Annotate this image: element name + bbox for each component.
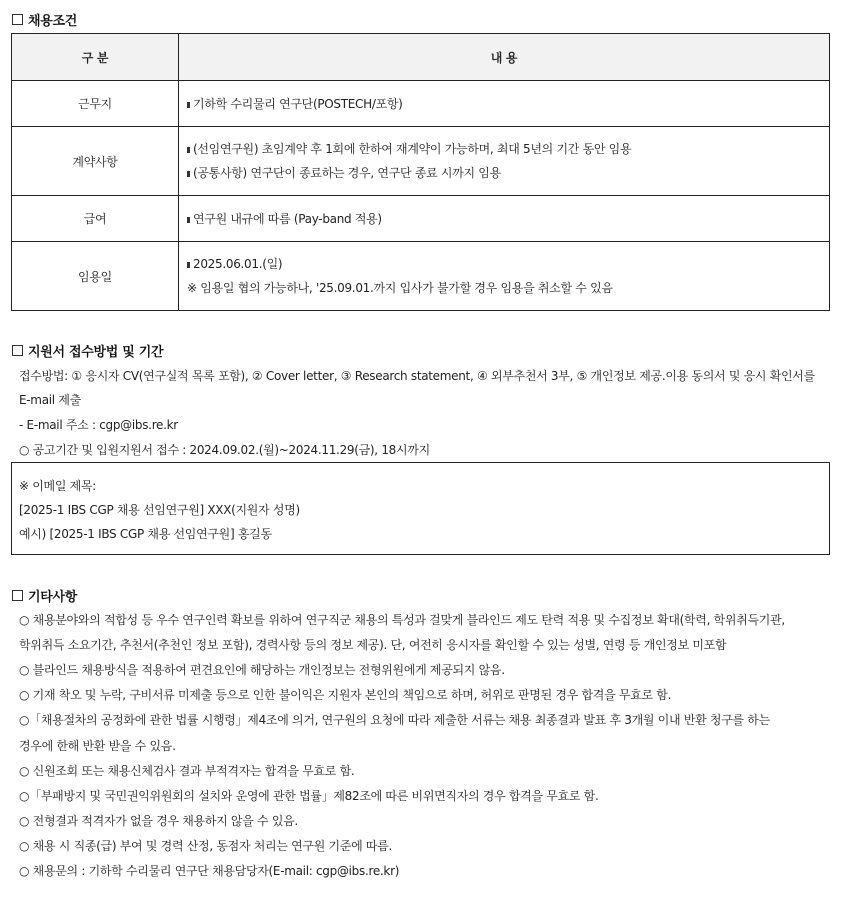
row-content bbox=[179, 127, 830, 196]
application-period: ○ 공고기간 및 입원지원서 접수 : 2024.09.02.(월)~2024.11.29(금), 18시까지 bbox=[19, 443, 430, 457]
bullet-icon bbox=[187, 102, 190, 108]
header-category: 구 분 bbox=[12, 34, 179, 81]
square-bullet-icon bbox=[12, 590, 23, 601]
content-line: (선임연구원) 초임계약 후 1회에 한하여 재계약이 가능하며, 최대 5년의 기간 동안 임용 bbox=[187, 137, 828, 161]
conditions-table bbox=[11, 33, 830, 311]
bullet-icon bbox=[187, 262, 190, 268]
row-content bbox=[179, 196, 830, 242]
row-content bbox=[179, 242, 830, 311]
application-email: - E-mail 주소 : cgp@ibs.re.kr bbox=[19, 418, 178, 432]
content-line: (공통사항) 연구단이 종료하는 경우, 연구단 종료 시까지 임용 bbox=[187, 161, 828, 185]
misc-line: ○ 채용 시 직종(급) 부여 및 경력 산정, 동점자 처리는 연구원 기준에 따름. bbox=[19, 839, 393, 853]
application-line: 접수방법: ① 응시자 CV(연구실적 목록 포함), ② Cover letter, ③ Research statement, ④ 외부추천서 3부, ⑤ 개인정보 제공.이용 동의서 및 응시 확인서를 bbox=[19, 369, 815, 383]
square-bullet-icon bbox=[12, 345, 23, 356]
row-label: 근무지 bbox=[12, 81, 179, 127]
row-content bbox=[179, 81, 830, 127]
application-line: E-mail 제출 bbox=[19, 393, 81, 407]
misc-line: ○ 전형결과 적격자가 없을 경우 채용하지 않을 수 있음. bbox=[19, 814, 298, 828]
content-line: 2025.06.01.(일) bbox=[187, 252, 828, 276]
header-content: 내 용 bbox=[179, 34, 830, 81]
table-row bbox=[12, 81, 830, 127]
misc-line: 경우에 한해 반환 받을 수 있음. bbox=[19, 739, 176, 753]
misc-line: ○ 블라인드 채용방식을 적용하여 편견요인에 해당하는 개인정보는 전형위원에게 제공되지 않음. bbox=[19, 663, 505, 677]
note-line: 예시) [2025-1 IBS CGP 채용 선임연구원] 홍길동 bbox=[19, 527, 272, 541]
note-line: [2025-1 IBS CGP 채용 선임연구원] XXX(지원자 성명) bbox=[19, 503, 300, 517]
misc-line: 학위취득 소요기간, 추천서(추천인 정보 포함), 경력사항 등의 정보 제공). 단, 여전히 응시자를 확인할 수 있는 성별, 연령 등 개인정보 미포함 bbox=[19, 638, 727, 652]
square-bullet-icon bbox=[12, 14, 23, 25]
bullet-icon bbox=[187, 147, 190, 153]
row-label: 임용일 bbox=[12, 242, 179, 311]
misc-line: ○ 채용분야와의 적합성 등 우수 연구인력 확보를 위하여 연구직군 채용의 특성과 걸맞게 블라인드 제도 탄력 적용 및 수집정보 확대(학력, 학위취득기관, bbox=[19, 613, 785, 627]
content-line: 연구원 내규에 따름 (Pay-band 적용) bbox=[187, 207, 828, 231]
row-label: 급여 bbox=[12, 196, 179, 242]
content-line: 기하학 수리물리 연구단(POSTECH/포항) bbox=[187, 92, 828, 116]
bullet-icon bbox=[187, 217, 190, 223]
row-label: 계약사항 bbox=[12, 127, 179, 196]
section-title-application: 지원서 접수방법 및 기간 bbox=[12, 341, 163, 360]
section-title-misc: 기타사항 bbox=[12, 586, 77, 605]
misc-line: ○ 신원조회 또는 채용신체검사 결과 부적격자는 합격을 무효로 함. bbox=[19, 764, 355, 778]
bullet-icon bbox=[187, 171, 190, 177]
table-row bbox=[12, 196, 830, 242]
email-subject-box bbox=[11, 462, 830, 555]
table-row bbox=[12, 242, 830, 311]
misc-contact: ○ 채용문의 : 기하학 수리물리 연구단 채용담당자(E-mail: cgp@ibs.re.kr) bbox=[19, 864, 400, 878]
misc-line: ○ 기재 착오 및 누락, 구비서류 미제출 등으로 인한 불이익은 지원자 본인의 책임으로 하며, 허위로 판명된 경우 합격을 무효로 함. bbox=[19, 688, 672, 702]
section-title-conditions: 채용조건 bbox=[12, 10, 77, 29]
table-header-row bbox=[12, 34, 830, 81]
content-note: ※ 임용일 협의 가능하나, '25.09.01.까지 입사가 불가할 경우 임용을 취소할 수 있음 bbox=[187, 281, 613, 295]
misc-line: ○「부패방지 및 국민권익위원회의 설치와 운영에 관한 법률」제82조에 따른 비위면직자의 경우 합격을 무효로 함. bbox=[19, 789, 599, 803]
note-line: ※ 이메일 제목: bbox=[19, 479, 96, 493]
table-row bbox=[12, 127, 830, 196]
misc-line: ○「채용절차의 공정화에 관한 법률 시행령」제4조에 의거, 연구원의 요청에 따라 제출한 서류는 채용 최종결과 발표 후 3개월 이내 반환 청구를 하는 bbox=[19, 713, 770, 727]
